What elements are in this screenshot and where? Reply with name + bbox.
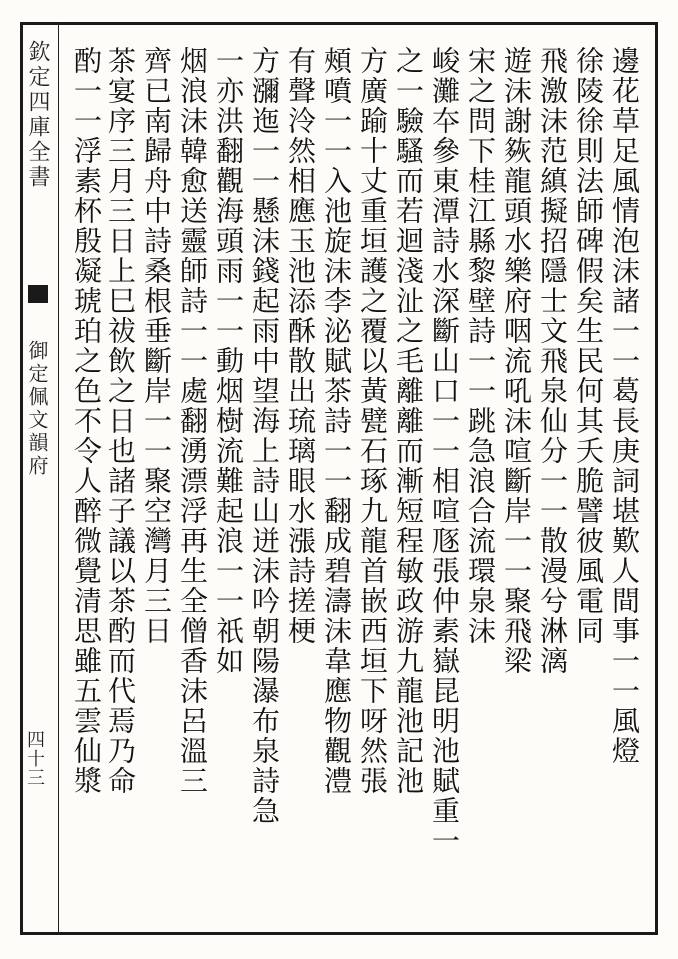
text-column-5: 宋之問下桂江縣黎壁詩一一跳急浪合流環泉沫 — [464, 46, 497, 646]
page-number: 四十三 — [24, 730, 45, 787]
text-column-15: 茶宴序三月三日上巳祓飲之日也諸子議以茶酌而代焉乃命 — [104, 46, 137, 796]
text-column-1: 邊花草足風情泡沫諸一一葛長庚詞堪歎人間事一一風燈 — [608, 46, 641, 766]
text-column-16: 酌一一浮素杯殷凝琥珀之色不令人醉微覺清思雖五雲仙漿 — [70, 46, 103, 796]
text-column-4: 遊沫謝㷇龍頭水樂府咽流吼沫喧斷岸一一聚飛梁 — [500, 46, 533, 676]
text-column-10: 有聲泠然相應玉池添酥散出琉璃眼水漲詩搓梗 — [284, 46, 317, 646]
book-title: 欽定四庫全書 — [25, 40, 50, 190]
margin-divider — [58, 22, 59, 935]
text-column-7: 之一驗騷而若迴淺沚之毛離離而漸短程敏政游九龍池記池 — [392, 46, 425, 796]
fishtail-mark — [28, 285, 48, 303]
text-column-12: 一亦洪翻觀海頭雨一一動烟樹流難起浪一一祇如 — [212, 46, 245, 676]
text-column-9: 頰噴一一入池旋沫李泌賦茶詩一一翻成碧濤沫韋應物觀澧 — [320, 46, 353, 796]
book-subtitle: 御定佩文韻府 — [25, 340, 49, 478]
text-column-2: 徐陵徐則法師碑假矣生民何其夭脆譬彼風電同 — [572, 46, 605, 646]
text-column-14: 齊已南歸舟中詩桑根垂斷岸一一聚空灣月三日 — [140, 46, 173, 646]
text-column-13: 烟浪沫韓愈送靈師詩一一處翻湧漂浮再生全僧香沫呂溫三 — [176, 46, 209, 796]
text-column-3: 飛激沫范縝擬招隱士文飛泉仙分一一散漫兮淋漓 — [536, 46, 569, 676]
text-column-6: 峻灘夲參東潭詩水深斷山口一一相喧豗張仲素嶽昆明池賦重一 — [428, 46, 461, 856]
text-column-11: 方瀰迤一一懸沫錢起雨中望海上詩山迸沫吟朝陽瀑布泉詩急 — [248, 46, 281, 826]
text-column-8: 方廣踰十丈重垣護之覆以黃甓石琢九龍首嵌西垣下呀然張 — [356, 46, 389, 796]
margin-strip — [22, 40, 52, 920]
